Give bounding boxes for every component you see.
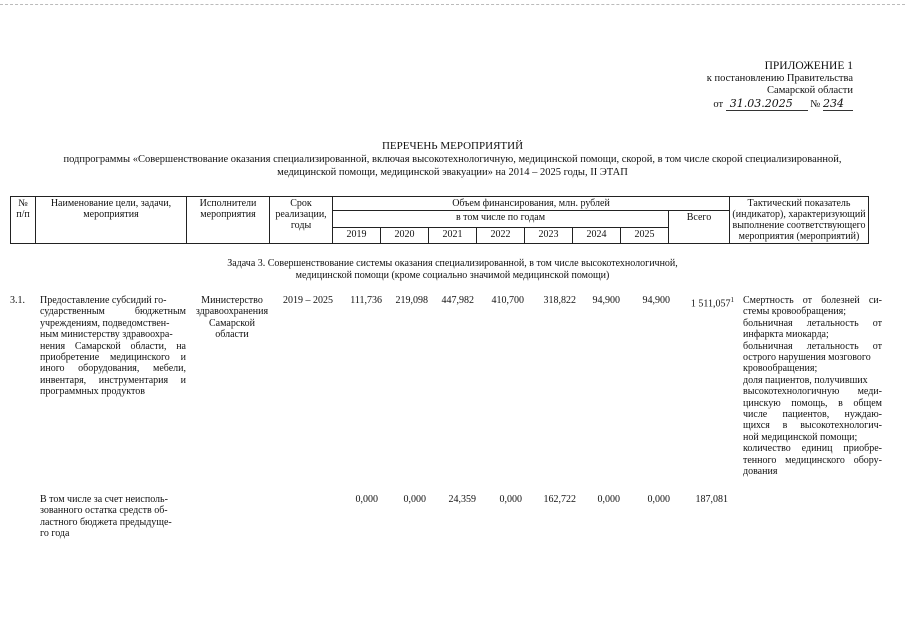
task-heading: Задача 3. Совершенствование системы оказания специализированной, в том числе высокотехнологичной, медицинской помощи (кроме социально значимой медицинской помощи) <box>227 258 678 281</box>
subrow-value-2021: 24,359 <box>448 494 476 505</box>
header-year: 2025 <box>621 228 669 244</box>
document-subtitle-1: подпрограммы «Совершенствование оказания специализированной, включая высокотехнологичную, медицинской помощи, скорой, в том числе скорой специализированной, <box>63 154 842 165</box>
row-value-total: 1 511,057$^1$ <box>690 296 734 310</box>
header-by-years: в том числе по годам <box>333 211 669 228</box>
appendix-block <box>693 60 853 111</box>
appendix-title: ПРИЛОЖЕНИЕ 1 <box>764 60 853 72</box>
subrow-value-total: 187,081 <box>695 494 728 505</box>
row-value-2024: 94,900 <box>592 295 620 306</box>
subrow-value-2020: 0,000 <box>403 494 426 505</box>
header-year: 2024 <box>573 228 621 244</box>
appendix-line-2: Самарской области <box>767 85 853 96</box>
document-title: ПЕРЕЧЕНЬ МЕРОПРИЯТИЙ <box>381 140 524 152</box>
appendix-line-1: к постановлению Правительства <box>706 72 853 84</box>
document-heading <box>0 140 905 179</box>
subrow-value-2025: 0,000 <box>647 494 670 505</box>
header-volume: Объем финансирования, млн. рублей <box>333 197 730 211</box>
measures-table-header <box>10 196 869 244</box>
subrow-measure-name: В том числе за счет неисполь- зованного остатка средств об- ластного бюджета предыдуще- го года <box>40 494 172 540</box>
total-footnote-mark: 1 <box>730 296 734 304</box>
appendix-date-line: от 31.03.2025 № 234 <box>693 98 853 112</box>
document-subtitle-2: медицинской помощи, медицинской эвакуации» на 2014 – 2025 годы, II ЭТАП <box>277 167 628 178</box>
header-total: Всего <box>669 211 730 244</box>
header-num: № п/п <box>11 197 36 244</box>
subrow-value-2023: 162,722 <box>543 494 576 505</box>
header-year: 2022 <box>477 228 525 244</box>
subrow-value-2024: 0,000 <box>597 494 620 505</box>
subrow-value-2022: 0,000 <box>499 494 522 505</box>
row-number: 3.1. <box>10 295 25 306</box>
row-value-2023: 318,822 <box>543 295 576 306</box>
row-value-2025: 94,900 <box>642 295 670 306</box>
header-year: 2023 <box>525 228 573 244</box>
header-year: 2019 <box>333 228 381 244</box>
row-value-2020: 219,098 <box>395 295 428 306</box>
row-executor: Министерство здравоохранения Самарской области <box>195 295 269 341</box>
row-term: 2019 – 2025 <box>283 295 333 306</box>
appendix-date: 31.03.2025 <box>726 98 808 112</box>
row-value-2019: 111,736 <box>350 295 382 306</box>
top-scan-edge <box>0 4 905 5</box>
row-indicator: Смертность от болезней си- стемы кровообращения; больничная летальность от инфаркта миокарда; больничная летальность от острого нарушения мозгового кровообращения; доля пациентов, получивших высокотехнологичную меди- цинскую помощь, в общем числе пациентов, нуждаю- щихся в высокотехнологич- ной медицинской помощи; количество единиц приобре- тенного медицинского обору- дования <box>743 295 882 478</box>
header-name: Наименование цели, задачи, мероприятия <box>36 197 187 244</box>
row-measure-name: Предоставление субсидий го- сударственным бюджетным учреждениям, подведомствен- ным министерству здравоохра- нения Самарской области, на приобретение медицинского и иного оборудования, мебели, инвентаря, инструментария и программных продуктов <box>40 295 186 398</box>
appendix-number: 234 <box>823 98 853 112</box>
subrow-value-2019: 0,000 <box>355 494 378 505</box>
header-executors: Исполнители мероприятия <box>187 197 270 244</box>
header-year: 2021 <box>429 228 477 244</box>
row-value-2021: 447,982 <box>441 295 474 306</box>
header-indicator: Тактический показатель (индикатор), характеризующий выполнение соответствующего мероприятия (мероприятий) <box>730 197 869 244</box>
header-term: Срок реализации, годы <box>270 197 333 244</box>
row-value-2022: 410,700 <box>491 295 524 306</box>
header-year: 2020 <box>381 228 429 244</box>
